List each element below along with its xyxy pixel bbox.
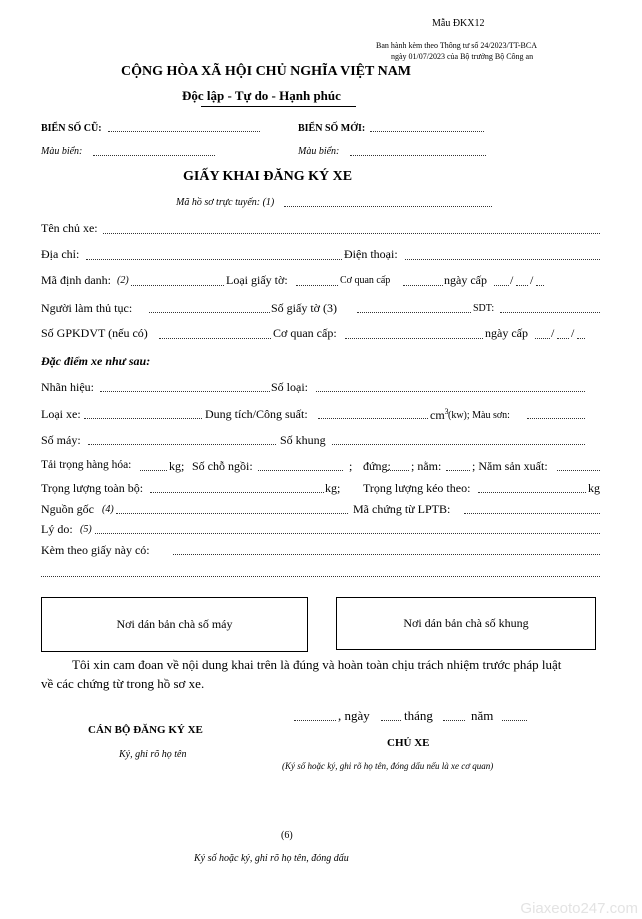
brand-field[interactable]: [100, 391, 270, 392]
owner-name-field[interactable]: [103, 233, 600, 234]
tow-weight-unit: kg: [588, 481, 600, 495]
standing-field[interactable]: [387, 470, 409, 471]
procedure-person-label: Người làm thủ tục:: [41, 301, 133, 315]
lying-label: ; nằm:: [411, 459, 442, 473]
engine-no-label: Số máy:: [41, 433, 81, 447]
brand-label: Nhãn hiệu:: [41, 380, 94, 394]
bottom-sign-note: Ký số hoặc ký, ghi rõ họ tên, đóng dấu: [194, 853, 349, 864]
lying-field[interactable]: [446, 470, 470, 471]
date2-slash-1: /: [551, 326, 555, 340]
tow-weight-label: Trọng lượng kéo theo:: [363, 481, 471, 495]
day-label: , ngày: [338, 708, 370, 723]
kw-color-text: (kw); Màu sơn:: [448, 410, 510, 421]
month-label: tháng: [404, 708, 433, 723]
form-title: GIẤY KHAI ĐĂNG KÝ XE: [183, 169, 353, 184]
attach-field-2[interactable]: [41, 576, 600, 577]
origin-field[interactable]: [116, 513, 348, 514]
chassis-no-label: Số khung: [280, 433, 326, 447]
issued-line-1: Ban hành kèm theo Thông tư số 24/2023/TT-BCA: [376, 41, 537, 50]
issuer-small-label: Cơ quan cấp: [340, 275, 391, 286]
motto-underline: [201, 106, 356, 107]
vehicle-type-label: Loại xe:: [41, 407, 81, 421]
id-code-note: (2): [117, 275, 129, 286]
owner-title: CHỦ XE: [387, 737, 430, 749]
model-label: Số loại:: [271, 380, 309, 394]
doc-no-label: Số giấy tờ (3): [271, 301, 338, 315]
date-slash-1: /: [510, 273, 514, 287]
form-code: Mẫu ĐKX12: [432, 18, 485, 29]
issuer-small-field[interactable]: [403, 285, 443, 286]
new-plate-color-label: Màu biển:: [298, 146, 340, 157]
total-weight-label: Trọng lượng toàn bộ:: [41, 481, 144, 495]
issue-day-2-field[interactable]: [535, 338, 550, 339]
id-code-field[interactable]: [131, 285, 224, 286]
year-label: ; Năm sản xuất:: [472, 459, 548, 473]
cargo-unit: kg;: [169, 459, 185, 473]
new-plate-label: BIỂN SỐ MỚI:: [298, 123, 366, 134]
paint-color-field[interactable]: [527, 418, 585, 419]
cm-text: cm: [430, 408, 445, 422]
old-plate-label: BIỂN SỐ CŨ:: [41, 123, 102, 134]
cargo-field[interactable]: [140, 470, 167, 471]
old-plate-color-field[interactable]: [93, 155, 215, 156]
total-weight-field[interactable]: [150, 492, 324, 493]
doc-type-label: Loại giấy tờ:: [226, 273, 288, 287]
issuer-label: Cơ quan cấp:: [273, 326, 337, 340]
origin-label: Nguồn gốc: [41, 502, 94, 516]
chassis-no-field[interactable]: [332, 444, 585, 445]
attach-field[interactable]: [173, 554, 600, 555]
procedure-person-field[interactable]: [149, 312, 270, 313]
new-plate-field[interactable]: [370, 131, 484, 132]
phone-field[interactable]: [405, 259, 600, 260]
issue-day-field[interactable]: [494, 285, 509, 286]
license-field[interactable]: [159, 338, 271, 339]
vehicle-heading: Đặc điểm xe như sau:: [41, 354, 151, 368]
seats-separator: ;: [349, 459, 353, 473]
year-field-sign[interactable]: [502, 720, 527, 721]
capacity-label: Dung tích/Công suất:: [205, 407, 308, 421]
lptb-field[interactable]: [464, 513, 600, 514]
kw-color-label: [448, 407, 510, 422]
issue-year-field[interactable]: [536, 285, 544, 286]
issue-year-2-field[interactable]: [577, 338, 585, 339]
note-6: (6): [281, 830, 293, 841]
issue-date-label: ngày cấp: [444, 273, 487, 287]
chassis-rubbing-box: Nơi dán bản chà số khung: [336, 597, 596, 650]
cargo-label: Tải trọng hàng hóa:: [41, 459, 132, 471]
reason-field[interactable]: [95, 533, 600, 534]
total-weight-unit: kg;: [325, 481, 341, 495]
doc-type-field[interactable]: [296, 285, 338, 286]
issue-month-field[interactable]: [516, 285, 528, 286]
year-label-sign: năm: [471, 708, 494, 723]
issue-date-2-label: ngày cấp: [485, 326, 528, 340]
new-plate-color-field[interactable]: [350, 155, 486, 156]
id-code-label: Mã định danh:: [41, 273, 111, 287]
officer-note: Ký, ghi rõ họ tên: [119, 749, 187, 760]
phone-label: Điện thoại:: [344, 247, 398, 261]
seats-field[interactable]: [258, 470, 343, 471]
issue-month-2-field[interactable]: [557, 338, 569, 339]
old-plate-color-label: Màu biển:: [41, 146, 83, 157]
old-plate-field[interactable]: [108, 131, 260, 132]
cm-superscript: 3: [444, 407, 449, 416]
sdt-label: SDT:: [473, 303, 495, 314]
online-code-label: Mã hồ sơ trực tuyến: (1): [176, 197, 275, 208]
date2-slash-2: /: [571, 326, 575, 340]
country-name: CỘNG HÒA XÃ HỘI CHỦ NGHĨA VIỆT NAM: [121, 64, 412, 79]
place-field[interactable]: [294, 720, 336, 721]
doc-no-field[interactable]: [357, 312, 471, 313]
cm3-unit: [430, 407, 449, 423]
year-field[interactable]: [557, 470, 600, 471]
owner-note: (Ký số hoặc ký, ghi rõ họ tên, đóng dấu nếu là xe cơ quan): [282, 761, 494, 771]
address-label: Địa chỉ:: [41, 247, 80, 261]
sdt-field[interactable]: [500, 312, 600, 313]
address-field[interactable]: [86, 259, 342, 260]
capacity-field[interactable]: [318, 418, 428, 419]
watermark: Giaxeoto247.com: [520, 900, 638, 917]
vehicle-type-field[interactable]: [84, 418, 202, 419]
day-field[interactable]: [381, 720, 401, 721]
issuer-field[interactable]: [345, 338, 483, 339]
attach-label: Kèm theo giấy này có:: [41, 543, 150, 557]
model-field[interactable]: [316, 391, 585, 392]
commitment-line-1: Tôi xin cam đoan về nội dung khai trên là đúng và hoàn toàn chịu trách nhiệm trước pháp luật: [72, 657, 562, 672]
date-slash-2: /: [530, 273, 534, 287]
origin-note: (4): [102, 504, 114, 515]
officer-title: CÁN BỘ ĐĂNG KÝ XE: [88, 724, 203, 736]
online-code-field[interactable]: [284, 206, 492, 207]
commitment-line-2: về các chứng từ trong hồ sơ xe.: [41, 676, 205, 691]
reason-label: Lý do:: [41, 522, 73, 536]
reason-note: (5): [80, 524, 92, 535]
motto: Độc lập - Tự do - Hạnh phúc: [182, 88, 341, 103]
month-field[interactable]: [443, 720, 465, 721]
issued-line-2: ngày 01/07/2023 của Bộ trưởng Bộ Công an: [391, 52, 534, 61]
standing-label: đứng:: [363, 459, 391, 473]
tow-weight-field[interactable]: [478, 492, 586, 493]
engine-no-field[interactable]: [88, 444, 276, 445]
seats-label: Số chỗ ngồi:: [192, 459, 253, 473]
owner-name-label: Tên chủ xe:: [41, 221, 98, 235]
lptb-label: Mã chứng từ LPTB:: [353, 502, 451, 516]
engine-rubbing-box: Nơi dán bản chà số máy: [41, 597, 308, 652]
license-label: Số GPKDVT (nếu có): [41, 326, 148, 340]
